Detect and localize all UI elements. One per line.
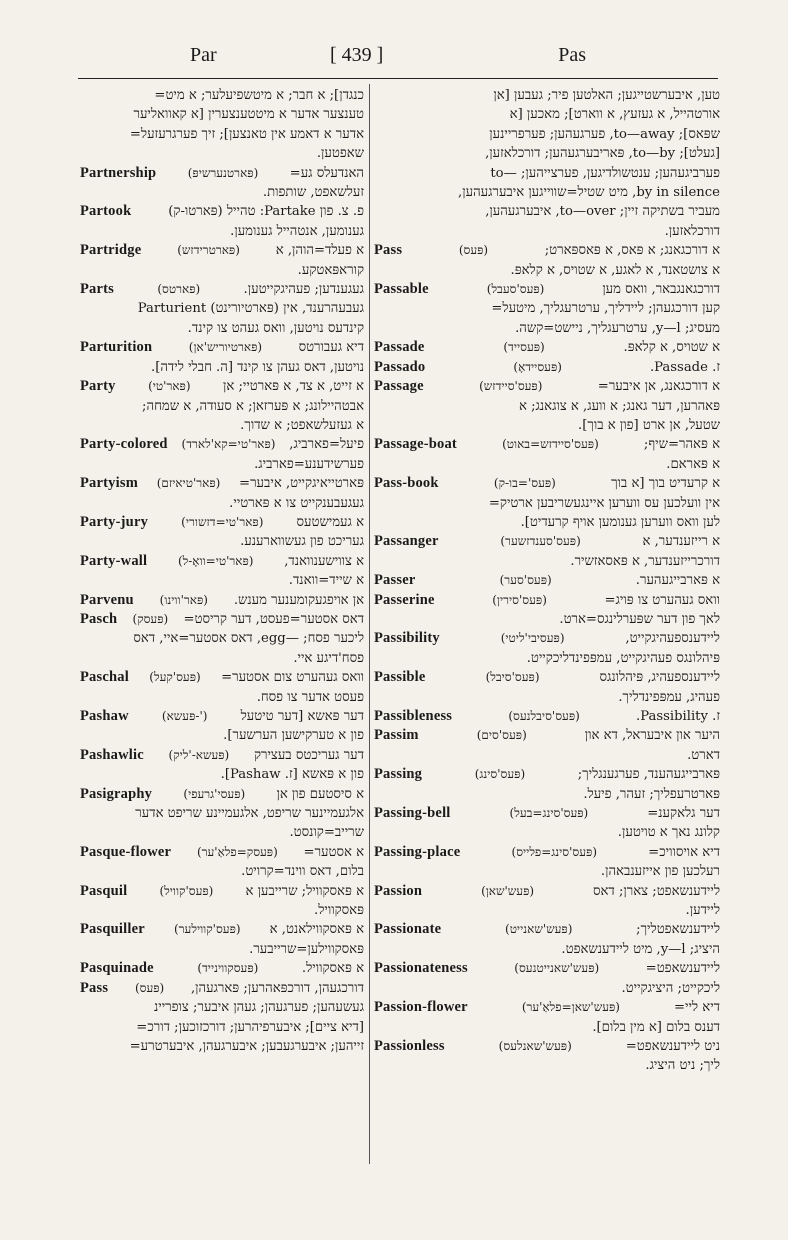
dictionary-entry <box>374 532 720 571</box>
headword: Pass <box>80 979 109 996</box>
entry-head-line <box>374 959 720 978</box>
left-guide-word: Par <box>190 44 217 66</box>
entry-head-line <box>80 202 364 221</box>
definition-line: by in silence, מיט שטיל=שווייגען איבערגעהען, <box>458 185 720 201</box>
dictionary-entry <box>80 785 364 843</box>
definition-text: ליידענספעהיגקייט, <box>625 631 720 647</box>
definition-line: דענס בלום [א מין בלום]. <box>592 1019 720 1035</box>
definition-line: [דיא ציים]; איבערפיהרען; דורכזוכען; דורכ= <box>136 1019 364 1035</box>
dictionary-entry <box>374 998 720 1037</box>
pronunciation: (פּעש'שאנלעס) <box>498 1038 572 1053</box>
entry-head-line <box>374 241 720 260</box>
definition-line: פון א פּאשא [ז. Pashaw]. <box>220 767 364 783</box>
definition-line: טען, איבערשטייגען; האלטען פיר; געבען [אן <box>493 88 720 103</box>
dictionary-entry <box>80 435 364 474</box>
dictionary-entry <box>80 591 364 610</box>
definition-text: ליידענספעהיג, פּיהלונגס <box>599 670 720 686</box>
definition-text: פיעל=פארביג, <box>289 437 364 453</box>
pronunciation: (פּעסק=פלאַ'ער) <box>196 844 278 859</box>
dictionary-entry <box>80 979 364 1057</box>
pronunciation: (פּארטרידזש) <box>177 243 240 258</box>
continued-text <box>80 86 364 164</box>
definition-line: פערשידענע=פארביג. <box>254 456 364 472</box>
definition-line: פעהיג, עמפּפינדליך. <box>618 689 720 705</box>
pronunciation: (פּארטנערשיפּ) <box>187 165 259 180</box>
definition-text: ז. Passade. <box>649 359 720 375</box>
dictionary-entry <box>374 726 720 765</box>
definition-line: פּיהלונגס פעהיגקייט, עמפּפינדליכקייט. <box>526 650 720 666</box>
definition-text: ניט ליידענשאפט= <box>625 1038 720 1054</box>
headword: Party-wall <box>80 552 148 569</box>
headword: Passable <box>374 281 429 298</box>
entry-head-line <box>80 280 364 299</box>
definition-line: היציג; y—l, מיט ליידענשאפט. <box>561 941 720 957</box>
pronunciation: (פּעש'שאנייטנעס) <box>514 961 600 976</box>
entry-head-line <box>374 998 720 1017</box>
dictionary-entry <box>80 843 364 882</box>
pronunciation: (פּעס'סעבל) <box>486 282 545 297</box>
headword: Pasquil <box>80 882 128 899</box>
definition-line: קוראפּאטקע. <box>297 262 364 278</box>
definition-line: זעלשאפט, שותפות. <box>262 185 364 201</box>
definition-line: שאפטען. <box>316 146 364 162</box>
dictionary-entry <box>80 513 364 552</box>
definition-line: געבעהרענד, אין (פּארטיורינט) Parturient <box>137 301 364 317</box>
entry-head-line <box>80 474 364 493</box>
entry-head-line <box>374 358 720 377</box>
entry-head-line <box>80 785 364 804</box>
headword: Partook <box>80 203 132 220</box>
dictionary-entry <box>374 377 720 435</box>
entry-head-line <box>80 959 364 978</box>
dictionary-entry <box>80 746 364 785</box>
dictionary-entry <box>80 668 364 707</box>
pronunciation: (פּעס'קווילער) <box>173 922 241 937</box>
headword: Passanger <box>374 533 439 550</box>
pronunciation: (פּעס'קוויל) <box>159 883 214 898</box>
definition-text: א זייט, א צד, א פּארטיי; אן <box>222 379 364 395</box>
pronunciation: (פּעס'סירין) <box>492 592 547 607</box>
definition-line: רעלכען פון אייזענבאהן. <box>600 864 720 880</box>
entry-head-line <box>80 610 364 629</box>
entry-head-line <box>374 1037 720 1056</box>
definition-line: ליכקייט; היציגקייט. <box>621 980 720 996</box>
definition-line: מעסיג; y—l, ערטרעגליך, ניישט=קשה. <box>515 320 720 336</box>
headword: Passing-place <box>374 843 461 860</box>
headword: Passer <box>374 572 416 589</box>
definition-text: אן אויפגעקומענער מענש. <box>233 592 364 608</box>
definition-line: אבטהיילונג; א פּערזאן; א סעודה, א שמחה; <box>142 398 364 414</box>
definition-line: ליידען. <box>685 903 720 919</box>
pronunciation: (פּעס'סענדזשער) <box>500 534 581 549</box>
dictionary-entry <box>374 591 720 630</box>
headword: Passion-flower <box>374 999 468 1016</box>
definition-line: פון א טערקישען הערשער]. <box>223 728 364 744</box>
definition-text: וואס געהערט צום אסטער= <box>221 670 364 686</box>
headword: Passion <box>374 882 423 899</box>
pronunciation: (פּעס'סיידזש=באוט) <box>502 437 599 452</box>
entry-head-line <box>374 920 720 939</box>
definition-line: מעביר בשתיקה זיין; to—over, איבערגעהען, <box>485 204 720 220</box>
dictionary-entry <box>80 280 364 338</box>
pronunciation: (פּעסק) <box>132 611 169 626</box>
definition-text: וואס געהערט צו פּויג= <box>604 592 720 608</box>
definition-line: שטעל, אן ארט [פון א בוך]. <box>578 417 720 433</box>
entry-head-line <box>80 843 364 862</box>
headword: Passing <box>374 766 423 783</box>
dictionary-entry <box>374 629 720 668</box>
pronunciation: (פּעש'שאן=פלאַ'ער) <box>521 1000 620 1015</box>
definition-line: פּאסקוויל. <box>314 903 364 919</box>
dictionary-entry <box>374 435 720 474</box>
definition-text: דורכגעהן, דורכפּאהרען; פּארגעהן, <box>190 980 364 996</box>
definition-line: פּאסקווילען=שרייבער. <box>249 941 364 957</box>
pronunciation: (פּאר'טיאיזם) <box>156 476 221 491</box>
dictionary-entry <box>80 882 364 921</box>
headword: Passage <box>374 378 424 395</box>
definition-text: א פּאסקווילאנט, א <box>269 922 364 938</box>
definition-text: ליידענשאפט= <box>645 961 720 977</box>
headword: Pass-book <box>374 475 439 492</box>
definition-line: לאך פון דער שפּערלינגס=ארט. <box>559 611 720 627</box>
pronunciation: (פּעסייד) <box>503 340 545 355</box>
pronunciation: (פּאר'טי) <box>148 379 191 394</box>
pronunciation: (פּעסיידאָ) <box>513 359 562 374</box>
definition-text: א פּאסקוויל; שרייבען א <box>245 883 364 899</box>
entry-head-line <box>80 979 364 998</box>
pronunciation: (פּעשא-') <box>161 709 208 723</box>
entry-head-line <box>80 552 364 571</box>
definition-text: דער פּאשא [דער טיטעל <box>240 709 364 724</box>
definition-text: דער גלאקענ= <box>647 806 720 822</box>
entry-head-line <box>374 435 720 454</box>
pronunciation: (פּעס'סינג=פלייס) <box>511 844 598 859</box>
headword: Pass <box>374 242 403 259</box>
dictionary-entry <box>374 241 720 280</box>
pronunciation: (פּארטס) <box>157 282 201 297</box>
definition-line: גענומען, אנטהייל גענומען. <box>230 223 364 239</box>
definition-text: א דורכגאנג, אן איבער= <box>597 379 720 395</box>
definition-line: פעסט אדער צו פסח. <box>256 689 364 705</box>
headword: Passionate <box>374 921 442 938</box>
definition-text: דער געריכטס בעצירק <box>253 747 364 763</box>
headword: Partyism <box>80 475 138 492</box>
entry-head-line <box>374 474 720 493</box>
dictionary-entry <box>374 843 720 882</box>
pronunciation: (פּעש'שאנייט) <box>505 922 573 937</box>
dictionary-entry <box>374 280 720 338</box>
definition-text: ז. Passibility. <box>635 709 720 724</box>
entry-head-line <box>374 765 720 784</box>
pronunciation: (פּעש'שאן) <box>481 883 535 898</box>
headword: Parturition <box>80 339 153 356</box>
dictionary-entry <box>374 668 720 707</box>
dictionary-entry <box>80 707 364 746</box>
headword: Passado <box>374 358 426 375</box>
headword: Parts <box>80 281 115 298</box>
right-column <box>374 86 720 1166</box>
headword: Passim <box>374 727 419 744</box>
pronunciation: (פּעס'=בו-ק) <box>493 476 556 491</box>
column-divider <box>369 84 370 1164</box>
left-column <box>80 86 364 1166</box>
pronunciation: (פּעשא-'ליק) <box>168 747 230 762</box>
entry-head-line <box>80 920 364 939</box>
entry-head-line <box>374 629 720 648</box>
definition-line: געריכט פון געשווארענע. <box>240 534 364 550</box>
dictionary-entry <box>80 338 364 377</box>
headword: Partnership <box>80 164 157 181</box>
definition-line: קינדעס נויטען, וואס געהט צו קינד. <box>187 320 364 336</box>
dictionary-entry <box>374 358 720 377</box>
headword: Pasquinade <box>80 960 154 977</box>
pronunciation: (פּעס'סיבל) <box>485 670 540 685</box>
definition-text: א סיסטעם פון אן <box>276 786 364 802</box>
entry-head-line <box>374 668 720 687</box>
definition-line: טענצער אדער א מיטטענצערין [א קאוואליער <box>133 107 364 123</box>
dictionary-entry <box>80 164 364 203</box>
definition-text: פּארטייאיגקייט, איבער= <box>239 476 364 492</box>
pronunciation: (פּארטיוריש'אן) <box>188 340 263 355</box>
dictionary-entry <box>374 882 720 921</box>
headword: Passionateness <box>374 960 468 977</box>
right-guide-word: Pas <box>558 44 586 66</box>
pronunciation: (פּאר'ווינו) <box>159 592 208 607</box>
entry-head-line <box>374 532 720 551</box>
definition-text: א רייזענדער, א <box>642 534 720 550</box>
dictionary-entry <box>374 707 720 726</box>
entry-head-line <box>80 164 364 183</box>
definition-line: פערביגעהען; ענטשולדיגען, פערצייהען; —to <box>490 165 720 181</box>
definition-line: ליך; ניט היציג. <box>645 1058 720 1074</box>
headword: Passible <box>374 669 426 686</box>
definition-line: כנגדן]; א חבר; א מיטשפיעלער; א מיט= <box>154 88 364 103</box>
definition-text: האנדעלס גע= <box>289 165 364 181</box>
definition-line: נויטען, דאס געהן צו קינד [ה. חבלי לידה]. <box>151 359 364 375</box>
entry-head-line <box>80 513 364 532</box>
header-rule <box>78 78 718 79</box>
pronunciation: (פּעס'קעל) <box>149 670 201 685</box>
pronunciation: (פּעסקווינייד) <box>197 961 259 976</box>
entry-head-line <box>80 591 364 610</box>
definition-line: פסח'דיגע איי. <box>293 650 364 666</box>
definition-text: ליידענשאפטליך; <box>636 922 720 938</box>
headword: Pasch <box>80 610 118 627</box>
definition-text: א געמישטעס <box>296 514 364 530</box>
entry-head-line <box>374 571 720 590</box>
definition-text: א צווישענוואנד, <box>284 553 364 569</box>
dictionary-entry <box>374 338 720 357</box>
definition-text: דיא אויסוויכ= <box>648 844 720 860</box>
page-number: [ 439 ] <box>330 44 384 66</box>
entry-head-line <box>80 707 364 726</box>
definition-text: דיא ליי= <box>673 1000 720 1016</box>
headword: Passage-boat <box>374 436 457 453</box>
headword: Passade <box>374 339 425 356</box>
headword: Passibleness <box>374 708 453 724</box>
headword: Passerine <box>374 591 435 608</box>
pronunciation: (פּאר'טי=דזשורי) <box>181 514 264 529</box>
definition-line: שרייב=קונסט. <box>289 825 364 841</box>
definition-line: געשעהען; פערגעהן; געהן איבער; צופריינ <box>153 1000 364 1016</box>
pronunciation: (פּעס'סינג) <box>474 767 526 782</box>
entry-head-line <box>374 726 720 745</box>
definition-text: א קרעדיט בוך [א בוך <box>611 476 720 492</box>
dictionary-entry <box>374 959 720 998</box>
definition-text: א פּאסקוויל. <box>301 961 364 977</box>
definition-text: א אסטער= <box>303 844 364 860</box>
headword: Passibility <box>374 630 440 647</box>
headword: Pashawlic <box>80 746 144 763</box>
dictionary-entry <box>80 241 364 280</box>
definition-text: דורכגאנגבאר, וואס מען <box>602 282 720 298</box>
pronunciation: (פּעס'סיבלנעס) <box>508 709 580 723</box>
pronunciation: (פּאר'טי=קא'לארד) <box>181 437 276 452</box>
pronunciation: (פּאר'טי=וואָ-ל) <box>177 553 254 568</box>
pronunciation: (פּעס'סינג=בעל) <box>509 806 589 821</box>
definition-text: פ. צ. פון Partake: טהייל (פּארטו-ק) <box>168 204 364 220</box>
dictionary-entry <box>374 571 720 590</box>
headword: Pashaw <box>80 708 129 724</box>
definition-line: לען וואס ווערען גענומען אויף קרעדיט]. <box>520 514 720 530</box>
entry-head-line <box>80 241 364 260</box>
definition-text: א פּאהר=שיף; <box>643 437 720 453</box>
entry-head-line <box>374 882 720 901</box>
entry-head-line <box>80 746 364 765</box>
headword: Passionless <box>374 1037 445 1054</box>
entry-head-line <box>374 843 720 862</box>
continued-text <box>374 86 720 241</box>
page-header <box>180 44 590 72</box>
definition-line: בלום, דאס ווינד=קרויט. <box>241 864 364 880</box>
dictionary-entry <box>80 920 364 959</box>
definition-text: א דורכגאנג; א פּאס, א פּאספּארט; <box>544 243 720 259</box>
pronunciation: (פּעס) <box>458 243 489 258</box>
headword: Party-colored <box>80 436 168 453</box>
definition-line: [געלט]; to—by, פּאריבערגעהען; דורכלאזען, <box>485 146 720 162</box>
definition-text: דיא געבורטס <box>298 340 364 356</box>
entry-head-line <box>374 591 720 610</box>
definition-line: אלגעמיינער שריפט, אלגעמיינע שריפט אדער <box>135 806 364 822</box>
entry-head-line <box>80 882 364 901</box>
definition-line: אורטהייל, א געזעץ, א ווארט]; מאכען [א <box>509 107 720 123</box>
entry-head-line <box>374 377 720 396</box>
definition-line: ליכער פסח; —egg, דאס אסטער=איי, דאס <box>133 631 364 647</box>
entry-head-line <box>80 435 364 454</box>
definition-text: געגענדען; פעהיגקייטען. <box>243 282 364 298</box>
definition-line: א פּאראם. <box>666 456 720 472</box>
definition-text: א שטויס, א קלאפּ. <box>623 340 720 356</box>
pronunciation: (פּעס'סער) <box>499 573 552 588</box>
headword: Partridge <box>80 242 142 259</box>
definition-line: אדער א דאמע אין טאנצען]; זיך פערגרעזעל= <box>129 126 364 142</box>
headword: Pasquiller <box>80 921 145 938</box>
dictionary-entry <box>374 474 720 532</box>
definition-line: דורכלאזען. <box>664 223 720 239</box>
dictionary-entry <box>374 1037 720 1076</box>
headword: Pasigraphy <box>80 785 153 802</box>
definition-line: דארט. <box>687 747 720 763</box>
definition-line: קען דורכגעהן; ליידליך, ערטרעגליך, מיטעל= <box>491 301 720 317</box>
headword: Paschal <box>80 669 129 686</box>
headword: Party <box>80 378 116 395</box>
definition-line: פּארטרעפליך; זעהר, פיעל. <box>583 786 720 802</box>
dictionary-entry <box>374 804 720 843</box>
dictionary-entry <box>80 552 364 591</box>
definition-text: פּארבייגעהענד, פערגענגליך; <box>577 767 720 783</box>
pronunciation: (פּעס'סיידזש) <box>479 379 543 394</box>
headword: Pasque-flower <box>80 843 172 860</box>
dictionary-entry <box>80 959 364 978</box>
definition-line: דורכרייזענדער, א פּאסאזשיר. <box>570 553 720 569</box>
definition-line: א שייד=וואנד. <box>288 573 364 589</box>
dictionary-entry <box>80 474 364 513</box>
definition-text: ליידענשאפט; צארן; דאס <box>593 883 720 899</box>
definition-text: היער און איבעראל, דא און <box>584 728 720 744</box>
pronunciation: (פּעסיבי'ליטי) <box>500 631 565 646</box>
dictionary-entry <box>374 765 720 804</box>
dictionary-entry <box>374 920 720 959</box>
definition-line: זייהען; איבערגעבען; איבערגעהן, איבערטרע= <box>129 1038 364 1054</box>
entry-head-line <box>374 804 720 823</box>
definition-line: קלונג נאך א טויטען. <box>617 825 720 841</box>
entry-head-line <box>80 668 364 687</box>
entry-head-line <box>374 338 720 357</box>
definition-line: א געזעלשאפט; א שדוך. <box>240 417 364 433</box>
entry-head-line <box>80 338 364 357</box>
pronunciation: (פּעסי'גרעפי) <box>183 786 246 801</box>
definition-line: א צושטאנד, א לאגע, א שטויס, א קלאפּ. <box>510 262 720 278</box>
dictionary-entry <box>80 202 364 241</box>
pronunciation: (פּעס) <box>134 980 165 995</box>
headword: Passing-bell <box>374 805 451 822</box>
definition-line: געגעבענקייט צו א פּארטיי. <box>229 495 364 511</box>
dictionary-entry <box>80 610 364 668</box>
definition-text: א פּארבייגעהער. <box>635 573 720 589</box>
headword: Party-jury <box>80 513 149 530</box>
entry-head-line <box>374 707 720 726</box>
entry-head-line <box>80 377 364 396</box>
definition-text: א פעלד=הוהן, א <box>275 243 364 259</box>
definition-text: דאס אסטער=פעסט, דער קריסט= <box>183 611 364 627</box>
entry-head-line <box>374 280 720 299</box>
pronunciation: (פּעס'סים) <box>476 728 527 743</box>
headword: Parvenu <box>80 591 134 608</box>
definition-line: פּאהרען, דער גאנג; א וועג, א צוגאנג; א <box>518 398 720 414</box>
dictionary-entry <box>80 377 364 435</box>
definition-line: אין וועלכען עס ווערען איינגעשריבען ארטיק= <box>488 495 720 511</box>
definition-line: שפּאס]; to—away, פערגעהען; פערפריינען <box>489 126 720 142</box>
